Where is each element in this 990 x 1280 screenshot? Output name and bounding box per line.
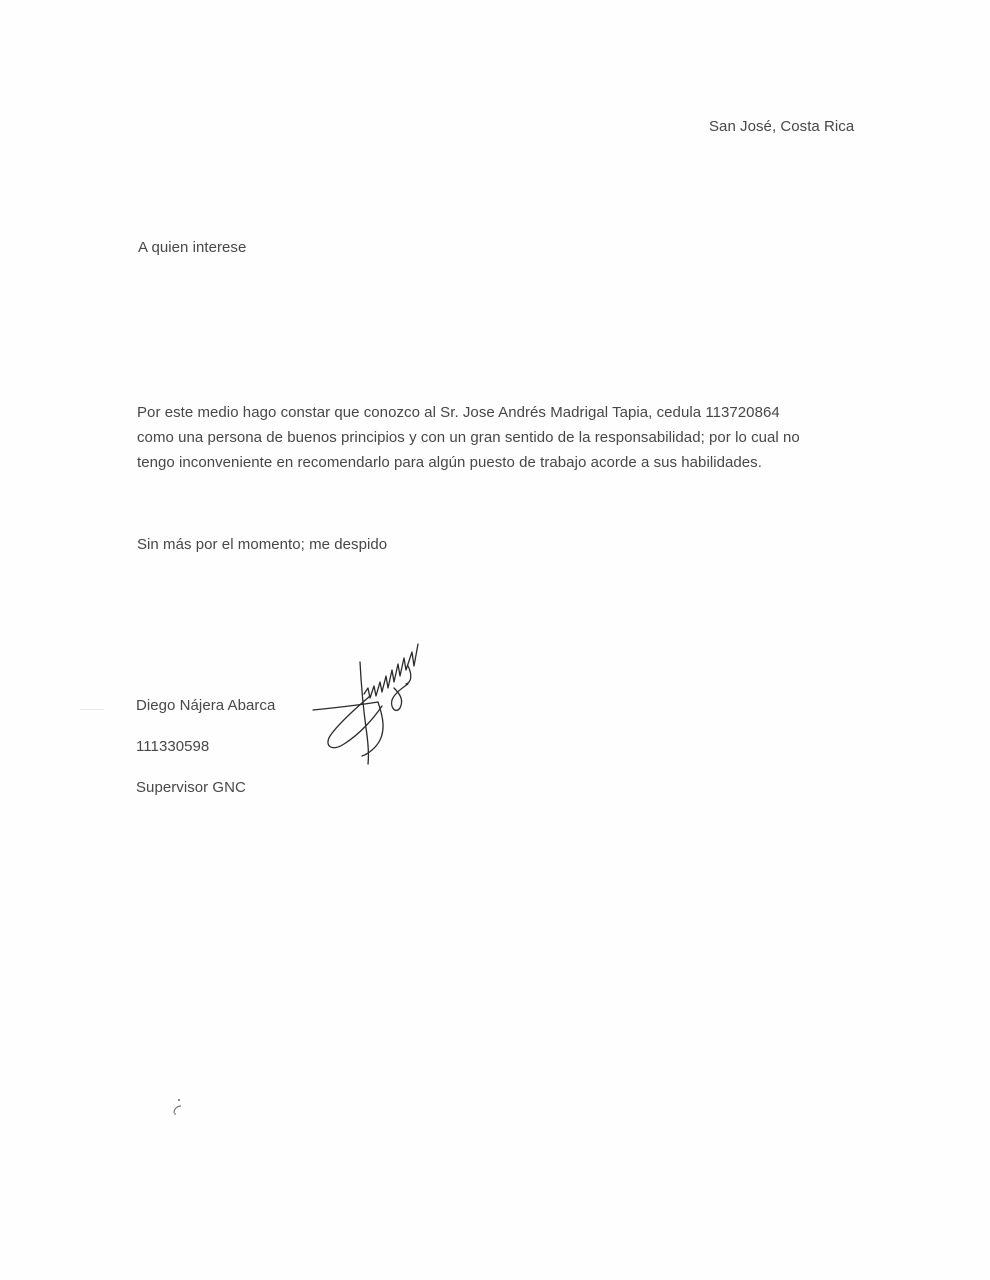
scan-artifact [80,709,104,710]
body-line: Por este medio hago constar que conozco al Sr. Jose Andrés Madrigal Tapia, cedula 113720864 [137,404,780,421]
scan-speck-icon [170,1097,190,1117]
signer-title: Supervisor GNC [136,779,246,796]
body-line: como una persona de buenos principios y con un gran sentido de la responsabilidad; por lo cual no [137,429,800,446]
letter-salutation: A quien interese [138,239,247,256]
signer-name: Diego Nájera Abarca [136,697,276,714]
letter-body [137,400,800,475]
signer-id-number: 111330598 [136,738,210,755]
letter-closing: Sin más por el momento; me despido [137,536,388,553]
handwritten-signature-icon [308,636,423,766]
body-line: tengo inconveniente en recomendarlo para algún puesto de trabajo acorde a sus habilidades. [137,454,762,471]
letter-location: San José, Costa Rica [709,118,855,135]
